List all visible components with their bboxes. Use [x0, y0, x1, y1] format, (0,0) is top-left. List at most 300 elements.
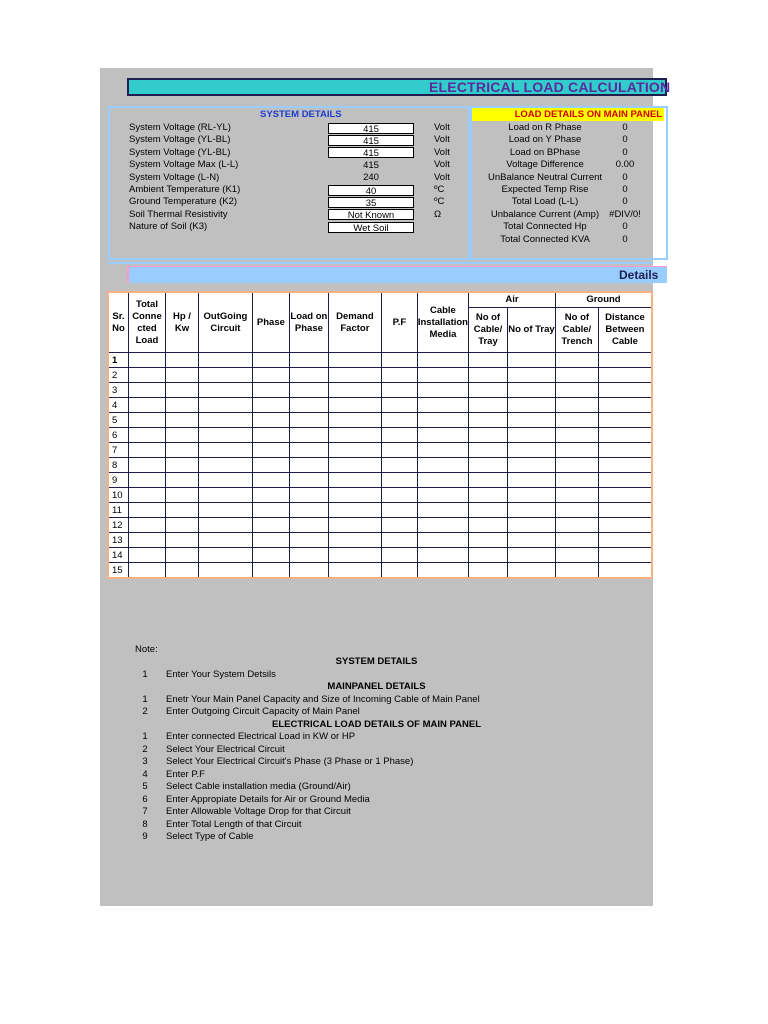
note-item-number: 5: [142, 781, 148, 792]
table-cell[interactable]: [381, 398, 417, 413]
table-cell[interactable]: [468, 398, 507, 413]
table-cell[interactable]: [128, 383, 165, 398]
load-row-label: Unbalance Current (Amp): [490, 208, 600, 220]
table-cell[interactable]: [252, 353, 289, 368]
table-cell[interactable]: [198, 488, 252, 503]
table-cell[interactable]: [128, 443, 165, 458]
table-cell[interactable]: [252, 413, 289, 428]
system-row-label: Ground Temperature (K2): [129, 196, 238, 208]
note-item-text: Select Cable installation media (Ground/Air): [166, 781, 351, 792]
table-cell[interactable]: [417, 398, 468, 413]
table-cell[interactable]: [328, 563, 381, 579]
row-number: 9: [108, 473, 128, 488]
table-cell[interactable]: [328, 428, 381, 443]
load-row-value: 0: [622, 233, 628, 245]
table-cell[interactable]: [198, 413, 252, 428]
section-divider: [108, 262, 653, 264]
table-cell[interactable]: [165, 503, 198, 518]
note-item-number: 2: [142, 743, 148, 755]
table-cell[interactable]: [417, 383, 468, 398]
table-cell[interactable]: [555, 398, 598, 413]
note-item-text: Enter connected Electrical Load in KW or HP: [166, 731, 356, 742]
table-cell[interactable]: [128, 398, 165, 413]
table-cell[interactable]: [417, 368, 468, 383]
table-cell[interactable]: [165, 383, 198, 398]
table-cell[interactable]: [381, 503, 417, 518]
table-cell[interactable]: [381, 473, 417, 488]
table-cell[interactable]: [381, 563, 417, 579]
table-cell[interactable]: [507, 368, 555, 383]
table-cell[interactable]: [417, 548, 468, 563]
table-cell[interactable]: [507, 533, 555, 548]
note-heading: SYSTEM DETAILS: [335, 656, 418, 667]
note-item-text: Select Type of Cable: [166, 831, 254, 842]
row-number: 5: [108, 413, 128, 428]
table-cell[interactable]: [252, 473, 289, 488]
table-cell[interactable]: [328, 488, 381, 503]
system-row-unit: Volt: [434, 159, 450, 171]
system-details-header: SYSTEM DETAILS: [260, 109, 342, 120]
table-cell[interactable]: [128, 473, 165, 488]
table-cell[interactable]: [417, 428, 468, 443]
system-row-value[interactable]: 40: [328, 185, 414, 196]
table-row: [108, 518, 652, 533]
table-cell[interactable]: [289, 383, 328, 398]
table-cell[interactable]: [598, 473, 652, 488]
table-cell[interactable]: [507, 488, 555, 503]
table-cell[interactable]: [507, 443, 555, 458]
table-cell[interactable]: [555, 428, 598, 443]
table-cell[interactable]: [252, 503, 289, 518]
col-demand-factor: Demand Factor: [328, 292, 381, 353]
note-item-text: Enter Outgoing Circuit Capacity of Main Panel: [166, 706, 360, 717]
table-row: [108, 428, 652, 443]
table-cell[interactable]: [507, 413, 555, 428]
table-cell[interactable]: [198, 368, 252, 383]
table-cell[interactable]: [165, 398, 198, 413]
table-row: [108, 473, 652, 488]
table-cell[interactable]: [555, 443, 598, 458]
table-cell[interactable]: [165, 428, 198, 443]
table-cell[interactable]: [555, 533, 598, 548]
table-cell[interactable]: [598, 428, 652, 443]
table-cell[interactable]: [328, 473, 381, 488]
note-item-text: Select Your Electrical Circuit: [166, 743, 285, 755]
row-number: 7: [108, 443, 128, 458]
table-cell[interactable]: [598, 548, 652, 563]
load-table: [107, 291, 653, 579]
table-cell[interactable]: [328, 398, 381, 413]
table-cell[interactable]: [289, 473, 328, 488]
table-row: [108, 413, 652, 428]
system-row-label: Nature of Soil (K3): [129, 221, 208, 233]
row-number: 2: [108, 368, 128, 383]
load-row-value: 0: [622, 196, 628, 208]
table-cell[interactable]: [555, 563, 598, 579]
table-cell[interactable]: [198, 353, 252, 368]
row-number: 3: [108, 383, 128, 398]
table-cell[interactable]: [128, 413, 165, 428]
table-cell[interactable]: [198, 398, 252, 413]
table-cell[interactable]: [328, 368, 381, 383]
row-number: 8: [108, 458, 128, 473]
table-cell[interactable]: [328, 383, 381, 398]
row-number: 6: [108, 428, 128, 443]
system-row-unit: Volt: [434, 122, 450, 133]
table-cell[interactable]: [165, 533, 198, 548]
system-row-label: System Voltage (RL-YL): [129, 122, 231, 133]
note-item-number: 1: [142, 731, 148, 742]
load-row-label: Total Load (L-L): [511, 196, 579, 208]
table-cell[interactable]: [468, 368, 507, 383]
table-cell[interactable]: [555, 368, 598, 383]
table-cell[interactable]: [381, 383, 417, 398]
table-cell[interactable]: [598, 398, 652, 413]
title-bar: [127, 78, 671, 96]
row-number: 11: [108, 503, 128, 518]
table-cell[interactable]: [289, 398, 328, 413]
table-cell[interactable]: [128, 428, 165, 443]
system-row-unit: Volt: [434, 146, 450, 158]
table-cell[interactable]: [289, 353, 328, 368]
table-cell[interactable]: [468, 428, 507, 443]
table-cell[interactable]: [252, 428, 289, 443]
table-cell[interactable]: [468, 518, 507, 533]
load-row-value: 0.00: [615, 159, 635, 171]
load-table-body: [108, 353, 652, 579]
note-item-text: Enter P.F: [166, 768, 205, 780]
table-cell[interactable]: [507, 473, 555, 488]
table-cell[interactable]: [165, 518, 198, 533]
system-row-value[interactable]: 415: [328, 123, 414, 134]
table-cell[interactable]: [198, 533, 252, 548]
table-cell[interactable]: [507, 563, 555, 579]
table-cell[interactable]: [165, 488, 198, 503]
table-cell[interactable]: [598, 488, 652, 503]
table-cell[interactable]: [289, 503, 328, 518]
note-item-number: 2: [142, 706, 148, 717]
table-cell[interactable]: [417, 443, 468, 458]
table-cell[interactable]: [289, 368, 328, 383]
note-label: Note:: [135, 644, 158, 655]
table-cell[interactable]: [417, 533, 468, 548]
table-cell[interactable]: [328, 458, 381, 473]
table-cell[interactable]: [468, 563, 507, 579]
system-row-value[interactable]: 415: [328, 147, 414, 158]
table-cell[interactable]: [507, 503, 555, 518]
table-row: [108, 443, 652, 458]
note-item-number: 7: [142, 806, 148, 817]
table-cell[interactable]: [598, 353, 652, 368]
table-cell[interactable]: [507, 383, 555, 398]
table-cell[interactable]: [128, 488, 165, 503]
table-cell[interactable]: [598, 533, 652, 548]
table-cell[interactable]: [289, 548, 328, 563]
table-cell[interactable]: [289, 488, 328, 503]
table-cell[interactable]: [289, 428, 328, 443]
table-cell[interactable]: [128, 368, 165, 383]
table-cell[interactable]: [198, 563, 252, 579]
details-label: Details: [619, 268, 659, 282]
table-cell[interactable]: [165, 413, 198, 428]
table-row: [108, 533, 652, 548]
note-item-number: 1: [142, 693, 148, 705]
note-item-text: Enetr Your Main Panel Capacity and Size of Incoming Cable of Main Panel: [166, 693, 480, 705]
table-cell[interactable]: [381, 368, 417, 383]
load-row-value: 0: [622, 134, 628, 146]
note-item-number: 1: [142, 668, 148, 680]
system-row-unit: ºC: [434, 184, 445, 195]
table-cell[interactable]: [165, 473, 198, 488]
details-bar: [127, 266, 667, 283]
table-cell[interactable]: [381, 533, 417, 548]
table-cell[interactable]: [198, 518, 252, 533]
system-row-unit: Volt: [434, 134, 450, 146]
system-row-value[interactable]: 415: [328, 135, 414, 146]
table-cell[interactable]: [289, 563, 328, 579]
load-row-value: 0: [622, 146, 628, 158]
table-cell[interactable]: [328, 533, 381, 548]
col-pf: P.F: [381, 292, 417, 353]
system-row-label: Ambient Temperature (K1): [129, 184, 241, 195]
table-cell[interactable]: [507, 353, 555, 368]
col-load-on-phase: Load on Phase: [289, 292, 328, 353]
col-no-of-tray: No of Tray: [507, 308, 555, 353]
table-cell[interactable]: [417, 413, 468, 428]
table-row: [108, 548, 652, 563]
table-cell[interactable]: [598, 368, 652, 383]
table-cell[interactable]: [128, 548, 165, 563]
system-row-label: System Voltage (YL-BL): [129, 146, 231, 158]
group-ground: Ground: [555, 292, 652, 308]
table-cell[interactable]: [555, 503, 598, 518]
load-row-value: 0: [622, 122, 628, 133]
col-outgoing-circuit: OutGoing Circuit: [198, 292, 252, 353]
table-cell[interactable]: [555, 383, 598, 398]
load-row-label: Expected Temp Rise: [501, 184, 589, 195]
table-row: [108, 458, 652, 473]
system-row-unit: Ω: [434, 208, 442, 220]
table-cell[interactable]: [507, 428, 555, 443]
table-cell[interactable]: [468, 548, 507, 563]
table-row: [108, 368, 652, 383]
table-cell[interactable]: [555, 353, 598, 368]
system-row-label: Soil Thermal Resistivity: [129, 208, 228, 220]
table-cell[interactable]: [468, 443, 507, 458]
col-no-of-cable-tray: No of Cable/ Tray: [468, 308, 507, 353]
row-number: 1: [108, 353, 128, 368]
table-cell[interactable]: [252, 488, 289, 503]
row-number: 14: [108, 548, 128, 563]
table-cell[interactable]: [289, 533, 328, 548]
spreadsheet-area: [100, 68, 671, 906]
table-cell[interactable]: [198, 548, 252, 563]
table-cell[interactable]: [468, 413, 507, 428]
table-cell[interactable]: [328, 413, 381, 428]
table-cell[interactable]: [598, 413, 652, 428]
table-cell[interactable]: [417, 458, 468, 473]
load-row-label: Total Connected KVA: [500, 233, 590, 245]
table-cell[interactable]: [289, 443, 328, 458]
table-cell[interactable]: [507, 398, 555, 413]
col-sr-no: Sr. No: [108, 292, 128, 353]
table-cell[interactable]: [381, 518, 417, 533]
note-item-number: 6: [142, 793, 148, 805]
group-air: Air: [468, 292, 555, 308]
table-cell[interactable]: [468, 503, 507, 518]
table-cell[interactable]: [381, 458, 417, 473]
table-cell[interactable]: [289, 518, 328, 533]
table-cell[interactable]: [252, 443, 289, 458]
row-number: 12: [108, 518, 128, 533]
col-no-of-cable-trench: No of Cable/ Trench: [555, 308, 598, 353]
table-cell[interactable]: [555, 548, 598, 563]
table-cell[interactable]: [381, 443, 417, 458]
table-cell[interactable]: [252, 383, 289, 398]
table-cell[interactable]: [555, 488, 598, 503]
col-distance-between-cable: Distance Between Cable: [598, 308, 652, 353]
load-row-label: UnBalance Neutral Current: [487, 171, 603, 183]
table-cell[interactable]: [598, 518, 652, 533]
note-item-text: Enter Allowable Voltage Drop for that Circuit: [166, 806, 351, 817]
table-cell[interactable]: [128, 518, 165, 533]
table-cell[interactable]: [381, 353, 417, 368]
row-number: 4: [108, 398, 128, 413]
table-row: [108, 488, 652, 503]
table-cell[interactable]: [507, 518, 555, 533]
load-row-value: 0: [622, 184, 628, 195]
table-cell[interactable]: [328, 503, 381, 518]
table-cell[interactable]: [198, 383, 252, 398]
table-cell[interactable]: [598, 503, 652, 518]
table-cell[interactable]: [328, 443, 381, 458]
table-cell[interactable]: [417, 488, 468, 503]
table-cell[interactable]: [328, 548, 381, 563]
table-cell[interactable]: [252, 533, 289, 548]
table-cell[interactable]: [165, 443, 198, 458]
note-item-number: 9: [142, 831, 148, 842]
system-row-label: System Voltage (L-N): [129, 171, 220, 183]
load-row-label: Load on BPhase: [509, 146, 581, 158]
table-cell[interactable]: [289, 458, 328, 473]
table-cell[interactable]: [198, 443, 252, 458]
table-cell[interactable]: [555, 458, 598, 473]
table-cell[interactable]: [507, 548, 555, 563]
table-cell[interactable]: [165, 353, 198, 368]
table-cell[interactable]: [128, 503, 165, 518]
row-number: 10: [108, 488, 128, 503]
table-cell[interactable]: [598, 458, 652, 473]
table-cell[interactable]: [468, 353, 507, 368]
note-item-number: 3: [142, 756, 148, 767]
table-cell[interactable]: [165, 368, 198, 383]
table-cell[interactable]: [252, 458, 289, 473]
table-cell[interactable]: [128, 458, 165, 473]
table-cell[interactable]: [598, 383, 652, 398]
table-row: [108, 563, 652, 579]
system-row-unit: ºC: [434, 196, 445, 208]
table-cell[interactable]: [381, 488, 417, 503]
load-row-value: 0: [622, 221, 628, 233]
table-cell[interactable]: [252, 518, 289, 533]
system-row-value[interactable]: Not Known: [328, 209, 414, 220]
note-heading: MAINPANEL DETAILS: [327, 681, 426, 692]
table-row: [108, 383, 652, 398]
table-cell[interactable]: [507, 458, 555, 473]
system-row-unit: Volt: [434, 171, 450, 183]
load-row-label: Load on Y Phase: [508, 134, 582, 146]
table-cell[interactable]: [468, 488, 507, 503]
load-row-label: Total Connected Hp: [503, 221, 587, 233]
table-row: [108, 398, 652, 413]
table-cell[interactable]: [468, 458, 507, 473]
table-cell[interactable]: [289, 413, 328, 428]
load-row-value: #DIV/0!: [609, 208, 641, 220]
table-cell[interactable]: [252, 398, 289, 413]
table-cell[interactable]: [555, 473, 598, 488]
system-row-value: 240: [363, 172, 379, 184]
note-heading: ELECTRICAL LOAD DETAILS OF MAIN PANEL: [272, 718, 481, 730]
table-cell[interactable]: [198, 458, 252, 473]
system-row-label: System Voltage (YL-BL): [129, 134, 231, 146]
system-row-value[interactable]: Wet Soil: [328, 222, 414, 233]
table-cell[interactable]: [417, 563, 468, 579]
note-item-text: Enter Appropiate Details for Air or Ground Media: [166, 793, 370, 805]
table-cell[interactable]: [198, 503, 252, 518]
table-cell[interactable]: [417, 503, 468, 518]
table-cell[interactable]: [381, 413, 417, 428]
table-cell[interactable]: [381, 548, 417, 563]
table-cell[interactable]: [198, 473, 252, 488]
table-cell[interactable]: [598, 443, 652, 458]
table-cell[interactable]: [252, 368, 289, 383]
table-cell[interactable]: [417, 518, 468, 533]
note-item-number: 8: [142, 818, 148, 830]
col-phase: Phase: [252, 292, 289, 353]
table-cell[interactable]: [468, 383, 507, 398]
table-cell[interactable]: [165, 563, 198, 579]
table-cell[interactable]: [381, 428, 417, 443]
table-cell[interactable]: [165, 548, 198, 563]
table-cell[interactable]: [198, 428, 252, 443]
note-item-text: Select Your Electrical Circuit's Phase (3 Phase or 1 Phase): [166, 756, 414, 767]
col-cable-installation-media: Cable Installation Media: [417, 292, 468, 353]
table-cell[interactable]: [468, 473, 507, 488]
col-total-connected-load: Total Conne cted Load: [128, 292, 165, 353]
table-cell[interactable]: [468, 533, 507, 548]
table-cell[interactable]: [252, 563, 289, 579]
table-cell[interactable]: [128, 353, 165, 368]
table-cell[interactable]: [328, 353, 381, 368]
note-item-text: Enter Total Length of that Circuit: [166, 818, 302, 830]
table-cell[interactable]: [128, 563, 165, 579]
table-cell[interactable]: [328, 518, 381, 533]
system-row-label: System Voltage Max (L-L): [129, 159, 239, 171]
table-cell[interactable]: [555, 518, 598, 533]
table-cell[interactable]: [128, 533, 165, 548]
table-cell[interactable]: [165, 458, 198, 473]
table-cell[interactable]: [598, 563, 652, 579]
table-row: [108, 353, 652, 368]
table-cell[interactable]: [417, 353, 468, 368]
table-cell[interactable]: [417, 473, 468, 488]
table-cell[interactable]: [252, 548, 289, 563]
load-row-value: 0: [622, 171, 628, 183]
note-item-text: Enter Your System Detsils: [166, 668, 276, 680]
system-row-value[interactable]: 35: [328, 197, 414, 208]
load-details-header: LOAD DETAILS ON MAIN PANEL: [472, 108, 664, 121]
table-cell[interactable]: [555, 413, 598, 428]
